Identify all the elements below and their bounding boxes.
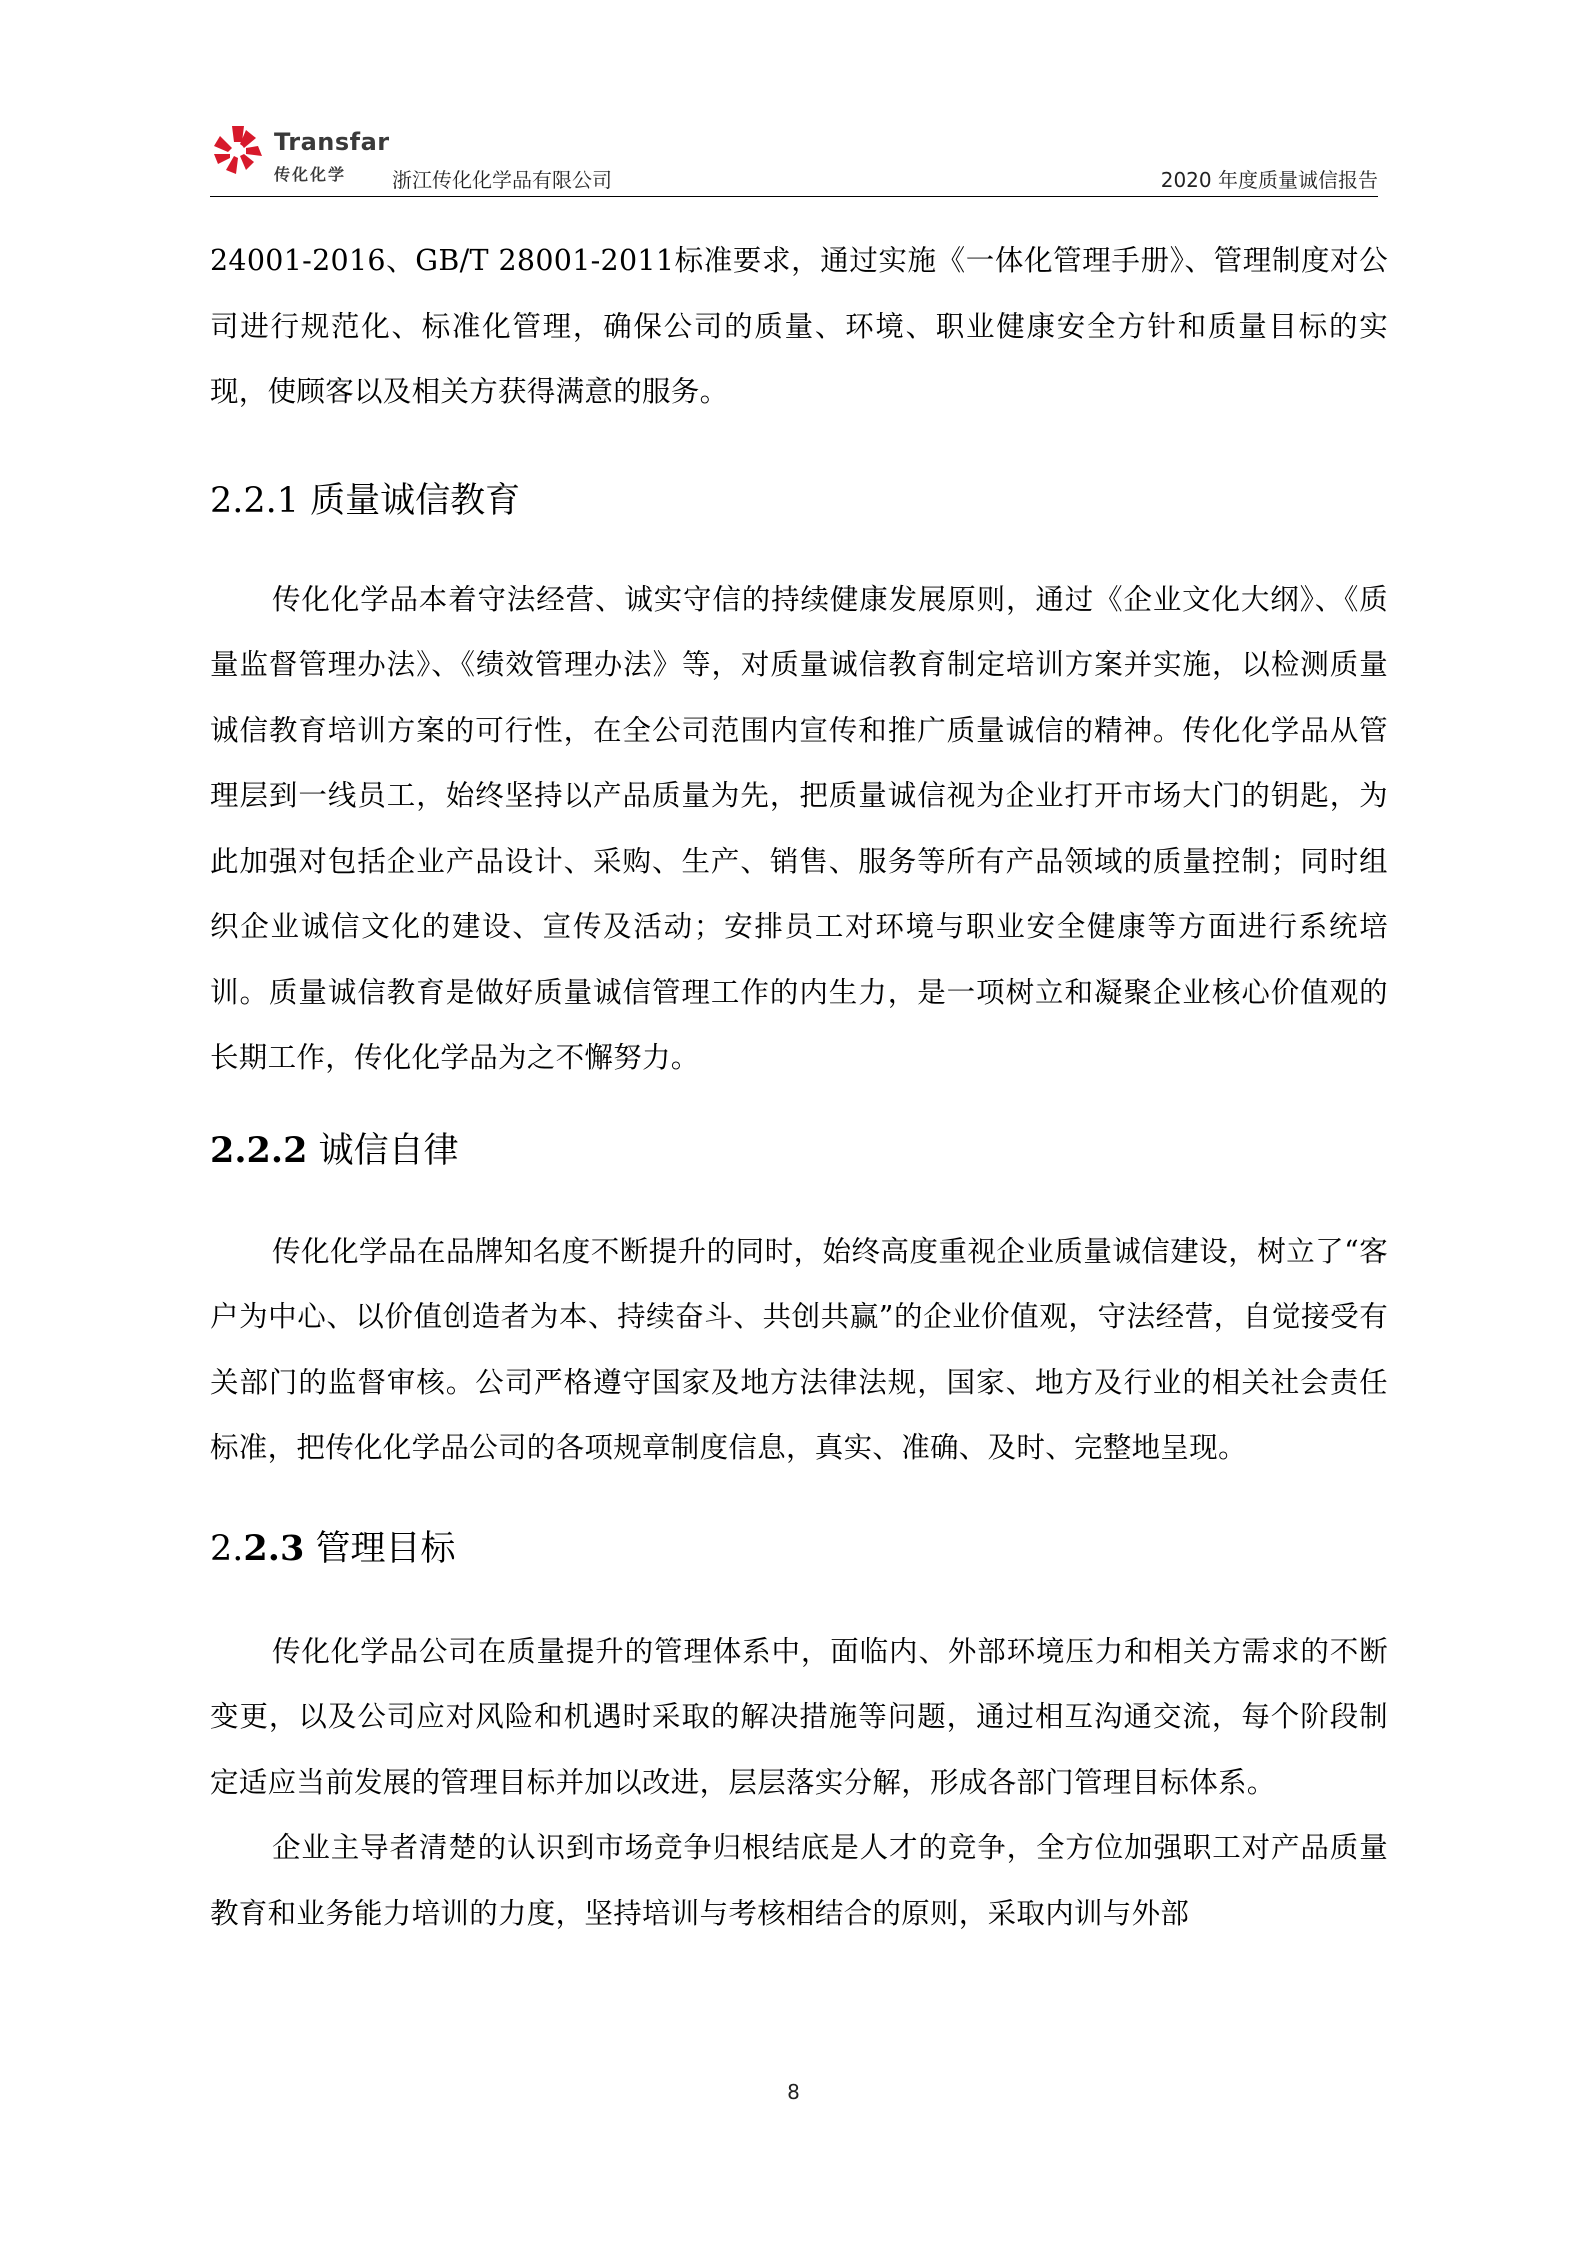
section-number: 2.2.2 bbox=[210, 1129, 308, 1171]
page-number: 8 bbox=[787, 2080, 800, 2104]
section-heading-2-2-3 bbox=[210, 1519, 1388, 1579]
section-heading-2-2-1: 2.2.1 质量诚信教育 bbox=[210, 480, 521, 521]
section-title: 管理目标 bbox=[304, 1528, 456, 1569]
company-logo bbox=[210, 118, 390, 188]
section-number-prefix: 2. bbox=[210, 1528, 244, 1569]
transfar-logo-icon bbox=[210, 122, 266, 178]
intro-paragraph: 24001-2016、GB/T 28001-2011标准要求，通过实施《一体化管理手册》、管理制度对公司进行规范化、标准化管理，确保公司的质量、环境、职业健康安全方针和质量目标的实现，使顾客以及相关方获得满意的服务。 bbox=[210, 244, 1389, 408]
section-number: 2.3 bbox=[243, 1527, 305, 1569]
logo-chinese-text: 传化化学 bbox=[274, 165, 347, 184]
logo-english-text: Transfar bbox=[274, 128, 390, 156]
section-2-2-1-paragraph: 传化化学品本着守法经营、诚实守信的持续健康发展原则，通过《企业文化大纲》、《质量监督管理办法》、《绩效管理办法》等，对质量诚信教育制定培训方案并实施，以检测质量诚信教育培训方案的可行性，在全公司范围内宣传和推广质量诚信的精神。传化化学品从管理层到一线员工，始终坚持以产品质量为先，把质量诚信视为企业打开市场大门的钥匙，为此加强对包括企业产品设计、采购、生产、销售、服务等所有产品领域的质量控制；同时组织企业诚信文化的建设、宣传及活动；安排员工对环境与职业安全健康等方面进行系统培训。质量诚信教育是做好质量诚信管理工作的内生力，是一项树立和凝聚企业核心价值观的长期工作，传化化学品为之不懈努力。 bbox=[210, 582, 1388, 1074]
section-2-2-2-paragraph: 传化化学品在品牌知名度不断提升的同时，始终高度重视企业质量诚信建设，树立了“客户为中心、以价值创造者为本、持续奋斗、共创共赢”的企业价值观，守法经营，自觉接受有关部门的监督审核。公司严格遵守国家及地方法律法规，国家、地方及行业的相关社会责任标准，把传化化学品公司的各项规章制度信息，真实、准确、及时、完整地呈现。 bbox=[210, 1234, 1388, 1464]
document-body bbox=[210, 228, 1388, 1946]
section-2-2-3-paragraph-2: 企业主导者清楚的认识到市场竞争归根结底是人才的竞争，全方位加强职工对产品质量教育和业务能力培训的力度，坚持培训与考核相结合的原则，采取内训与外部 bbox=[210, 1831, 1388, 1930]
report-title: 2020 年度质量诚信报告 bbox=[1160, 168, 1378, 192]
company-name: 浙江传化化学品有限公司 bbox=[392, 168, 612, 192]
page-header bbox=[210, 118, 1378, 197]
section-2-2-3-paragraph-1: 传化化学品公司在质量提升的管理体系中，面临内、外部环境压力和相关方需求的不断变更，以及公司应对风险和机遇时采取的解决措施等问题，通过相互沟通交流，每个阶段制定适应当前发展的管理目标并加以改进，层层落实分解，形成各部门管理目标体系。 bbox=[210, 1634, 1388, 1799]
section-title: 诚信自律 bbox=[307, 1130, 459, 1171]
section-heading-2-2-2 bbox=[210, 1121, 1388, 1181]
